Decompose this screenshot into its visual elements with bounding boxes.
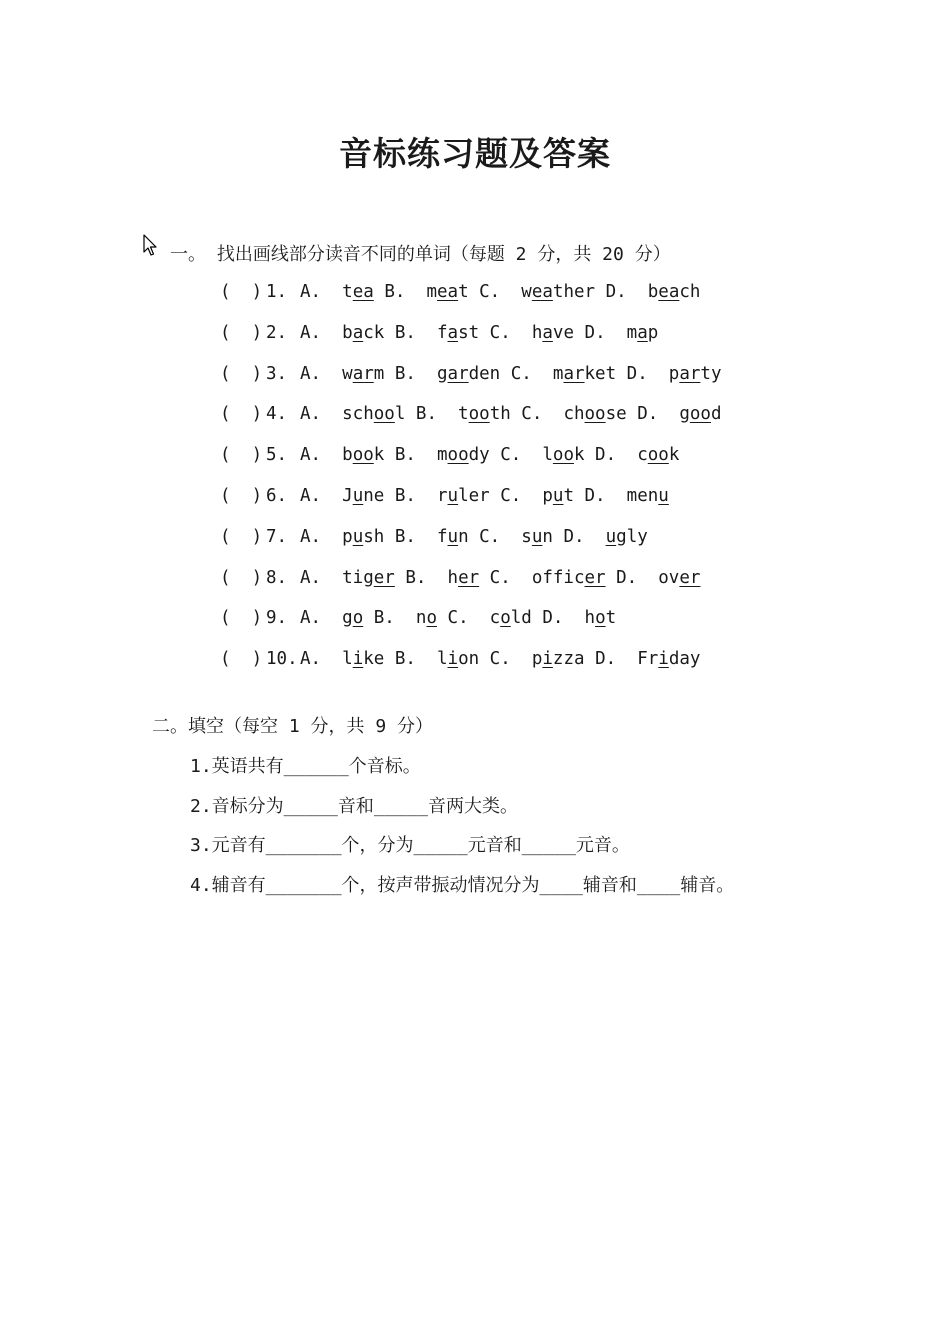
option-text: D. ov: [605, 567, 680, 588]
question-number: 1.: [266, 282, 288, 302]
option-text: t: [605, 608, 617, 629]
option-text: C. offic: [479, 567, 585, 588]
underlined-letters: oo: [447, 445, 469, 466]
option-text: zza D. Fr: [552, 649, 659, 670]
section-1-heading: 一。 找出画线部分读音不同的单词（每题 2 分，共 20 分）: [170, 244, 671, 265]
option-text: ve D. m: [552, 322, 638, 343]
question-row: [220, 486, 669, 510]
underlined-letters: a: [447, 322, 459, 343]
option-text: A. w: [300, 363, 353, 384]
underlined-letters: a: [637, 322, 648, 343]
question-row: [220, 323, 658, 347]
option-text: A. p: [300, 526, 353, 547]
underlined-letters: oo: [352, 445, 374, 466]
option-text: ne B. r: [363, 486, 448, 506]
question-row: [220, 282, 700, 306]
question-number: 6.: [266, 486, 288, 506]
underlined-letters: ea: [437, 282, 459, 302]
option-text: m B. g: [373, 363, 448, 384]
underlined-letters: ar: [352, 363, 374, 384]
underlined-letters: ar: [563, 363, 585, 384]
underlined-letters: i: [542, 649, 553, 670]
underlined-letters: u: [531, 526, 543, 547]
underlined-letters: oo: [647, 445, 669, 466]
underlined-letters: oo: [689, 404, 711, 425]
mouse-pointer-icon: [143, 234, 159, 258]
option-text: day: [668, 649, 701, 670]
option-text: th C. ch: [489, 404, 585, 425]
option-text: t D. men: [563, 486, 659, 506]
question-number: 8.: [266, 567, 288, 588]
answer-bracket: ( ): [220, 404, 263, 425]
option-text: ket D. p: [584, 363, 680, 384]
option-text: B. n: [363, 608, 427, 629]
page-title: 音标练习题及答案: [339, 134, 611, 173]
question-number: 9.: [266, 608, 288, 629]
option-text: ler C. p: [458, 486, 553, 506]
question-row: [220, 527, 648, 551]
fill-blank-item: 1.英语共有______个音标。: [190, 756, 421, 777]
fill-blank-item: 3.元音有_______个，分为_____元音和_____元音。: [190, 835, 630, 856]
answer-bracket: ( ): [220, 445, 263, 466]
underlined-letters: ar: [447, 363, 469, 384]
option-text: gly: [616, 526, 648, 547]
option-text: dy C. l: [468, 445, 553, 466]
option-text: sh B. f: [363, 526, 448, 547]
underlined-letters: oo: [468, 404, 490, 425]
answer-bracket: ( ): [220, 486, 263, 506]
option-text: A. J: [300, 486, 353, 506]
fill-blank-item: 2.音标分为_____音和_____音两大类。: [190, 795, 519, 817]
option-text: st C. h: [458, 322, 543, 343]
answer-bracket: ( ): [220, 526, 263, 547]
answer-bracket: ( ): [220, 649, 263, 670]
underlined-letters: er: [679, 567, 701, 588]
underlined-letters: ea: [531, 282, 553, 302]
question-row: [220, 568, 700, 592]
fill-blank-item: 4.辅音有_______个，按声带振动情况分为____辅音和____辅音。: [190, 874, 735, 896]
option-text: ld D. h: [510, 608, 596, 629]
option-text: A.: [300, 282, 343, 302]
option-text: l B. t: [394, 404, 469, 425]
underlined-letters: i: [352, 649, 364, 670]
underlined-letters: o: [500, 608, 511, 629]
option-text: B. m: [373, 282, 437, 302]
underlined-letters: ea: [352, 282, 374, 302]
underlined-letters: ea: [658, 282, 680, 302]
question-row: [220, 364, 722, 388]
underlined-letters: oo: [552, 445, 574, 466]
underlined-letters: u: [605, 526, 617, 547]
option-text: se D. g: [605, 404, 690, 425]
option-text: t: [342, 282, 353, 302]
question-number: 10.: [266, 649, 298, 670]
option-text: n C. s: [458, 526, 532, 547]
question-row: [220, 608, 616, 632]
underlined-letters: o: [426, 608, 437, 629]
question-number: 5.: [266, 445, 288, 466]
section-2-heading: 二。填空（每空 1 分，共 9 分）: [152, 716, 434, 737]
question-number: 4.: [266, 404, 288, 425]
underlined-letters: ar: [679, 363, 701, 384]
answer-bracket: ( ): [220, 322, 263, 343]
option-text: A. g: [300, 608, 353, 629]
option-text: ke B. l: [363, 649, 448, 670]
question-number: 3.: [266, 363, 288, 384]
option-text: p: [647, 322, 659, 343]
answer-bracket: ( ): [220, 363, 263, 384]
option-text: k D. c: [573, 445, 648, 466]
underlined-letters: oo: [373, 404, 395, 425]
underlined-letters: o: [595, 608, 606, 629]
underlined-letters: a: [352, 322, 364, 343]
option-text: A. b: [300, 445, 353, 466]
underlined-letters: u: [352, 526, 364, 547]
underlined-letters: a: [542, 322, 553, 343]
option-text: den C. m: [468, 363, 564, 384]
underlined-letters: i: [447, 649, 459, 670]
option-text: A. l: [300, 649, 353, 670]
underlined-letters: u: [447, 486, 459, 506]
option-text: ty: [700, 363, 722, 384]
option-text: ch: [679, 282, 701, 302]
underlined-letters: u: [352, 486, 364, 506]
underlined-letters: oo: [584, 404, 606, 425]
option-text: C. c: [437, 608, 501, 629]
option-text: ther D. b: [552, 282, 659, 302]
option-text: k: [668, 445, 680, 466]
option-text: B. h: [394, 567, 459, 588]
option-text: A. b: [300, 322, 353, 343]
underlined-letters: u: [447, 526, 459, 547]
option-text: t C. w: [458, 282, 532, 302]
underlined-letters: er: [458, 567, 480, 588]
question-row: [220, 404, 722, 428]
underlined-letters: o: [352, 608, 364, 629]
answer-bracket: ( ): [220, 608, 263, 629]
option-text: k B. m: [373, 445, 448, 466]
answer-bracket: ( ): [220, 567, 263, 588]
underlined-letters: er: [584, 567, 606, 588]
underlined-letters: u: [658, 486, 669, 506]
question-number: 2.: [266, 322, 288, 343]
option-text: n D.: [542, 526, 606, 547]
option-text: on C. p: [458, 649, 543, 670]
option-text: A. sch: [300, 404, 374, 425]
option-text: A. tig: [300, 567, 374, 588]
underlined-letters: i: [658, 649, 669, 670]
question-row: [220, 445, 679, 469]
question-row: [220, 649, 700, 673]
option-text: d: [710, 404, 722, 425]
option-text: ck B. f: [363, 322, 448, 343]
answer-bracket: ( ): [220, 282, 263, 302]
underlined-letters: u: [552, 486, 564, 506]
underlined-letters: er: [373, 567, 395, 588]
question-number: 7.: [266, 526, 288, 547]
